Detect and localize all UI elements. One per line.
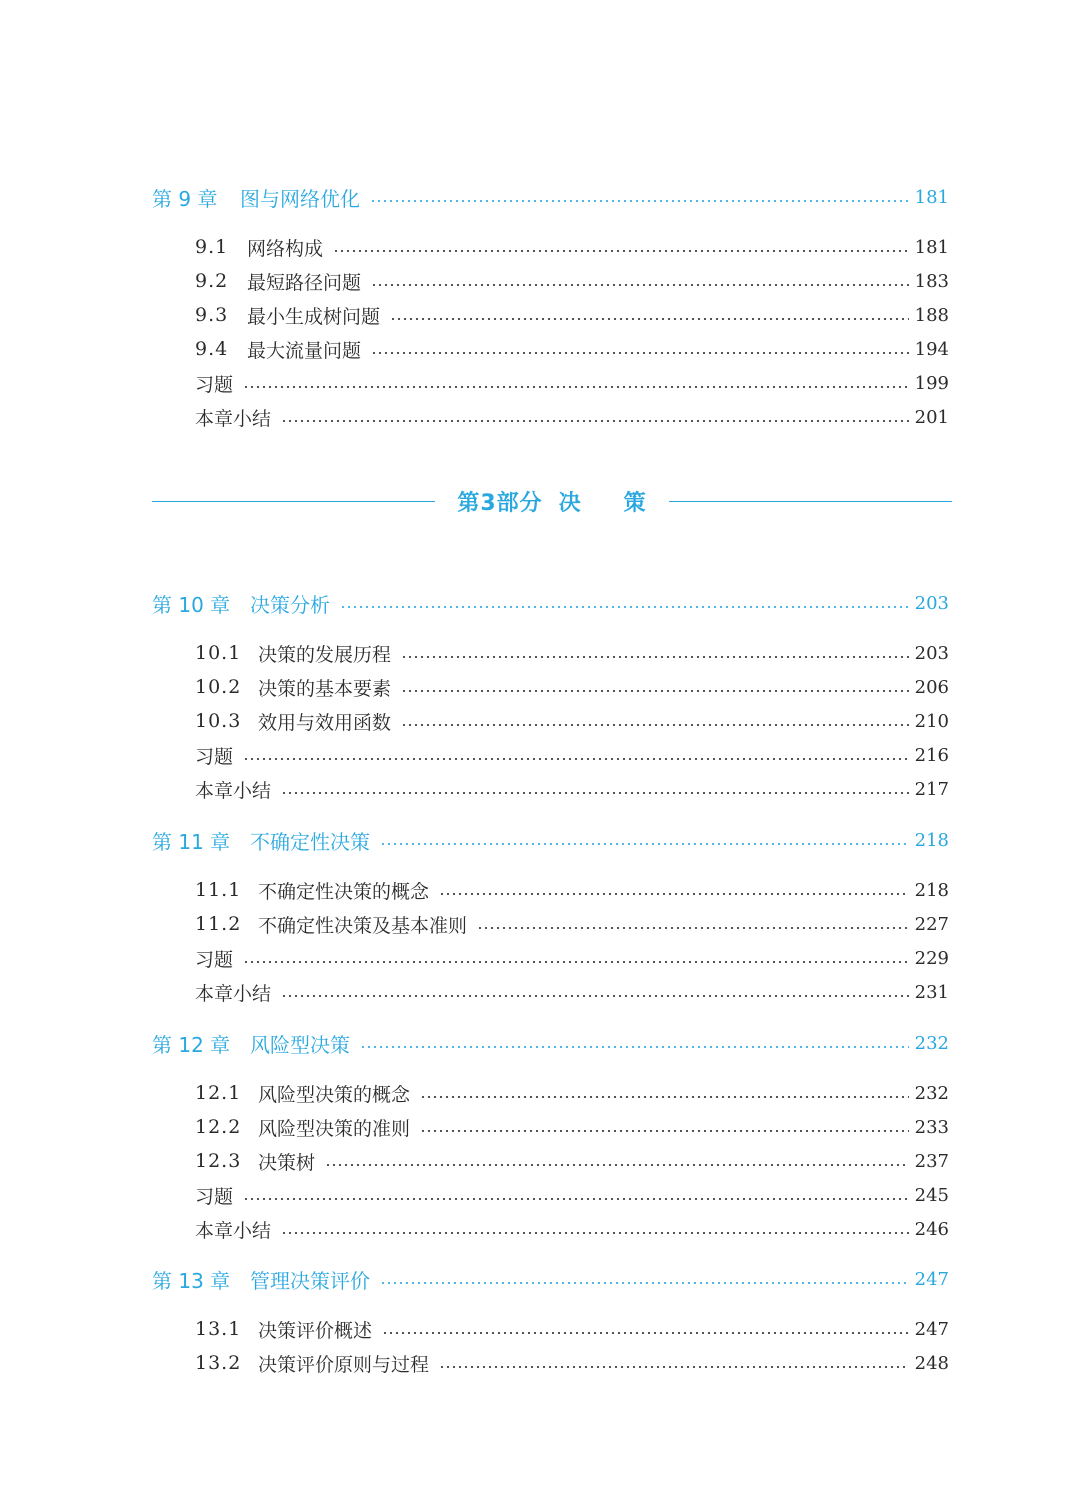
summary-entry[interactable] <box>195 1214 949 1244</box>
page-number: 210 <box>914 710 949 732</box>
section-number: 9.2 <box>195 270 229 292</box>
section-entry[interactable] <box>195 875 949 905</box>
section-entry[interactable] <box>195 334 949 364</box>
section-number: 11.2 <box>195 913 242 935</box>
summary-entry[interactable] <box>195 402 949 432</box>
section-title: 最短路径问题 <box>247 271 362 294</box>
section-number: 9.4 <box>195 338 229 360</box>
section-entry[interactable] <box>195 1112 949 1142</box>
page-number: 248 <box>914 1352 949 1374</box>
chapter-number: 第 11 章 <box>152 829 231 854</box>
section-title: 本章小结 <box>195 1219 272 1242</box>
part-title: 第3部分 决 策 <box>457 490 647 516</box>
chapter-12-entry[interactable] <box>152 1028 949 1058</box>
page-number: 237 <box>914 1150 949 1172</box>
chapter-number: 第 10 章 <box>152 592 231 617</box>
section-entry[interactable] <box>195 300 949 330</box>
dot-leader <box>401 656 909 658</box>
page-number: 188 <box>914 304 949 326</box>
page-number: 218 <box>914 829 949 851</box>
dot-leader <box>360 1046 909 1048</box>
page-number: 181 <box>914 186 949 208</box>
dot-leader <box>401 690 909 692</box>
section-title: 决策评价原则与过程 <box>258 1353 430 1376</box>
page-number: 227 <box>914 913 949 935</box>
section-title: 最小生成树问题 <box>247 305 381 328</box>
section-title: 效用与效用函数 <box>258 711 392 734</box>
chapter-number: 第 12 章 <box>152 1032 231 1057</box>
section-entry[interactable] <box>195 638 949 668</box>
section-title: 风险型决策的概念 <box>258 1083 411 1106</box>
section-number: 10.1 <box>195 642 242 664</box>
page-number: 203 <box>914 592 949 614</box>
section-title: 决策树 <box>258 1151 316 1174</box>
page-number: 201 <box>914 406 949 428</box>
section-entry[interactable] <box>195 1146 949 1176</box>
section-number: 12.2 <box>195 1116 242 1138</box>
section-number: 13.2 <box>195 1352 242 1374</box>
section-number: 12.1 <box>195 1082 242 1104</box>
page-number: 217 <box>914 778 949 800</box>
section-number: 9.3 <box>195 304 229 326</box>
dot-leader <box>281 995 909 997</box>
dot-leader <box>370 200 909 202</box>
chapter-title: 决策分析 <box>250 592 330 617</box>
chapter-title: 不确定性决策 <box>250 829 370 854</box>
section-number: 9.1 <box>195 236 229 258</box>
section-number: 10.3 <box>195 710 242 732</box>
dot-leader <box>420 1096 909 1098</box>
page-number: 247 <box>914 1318 949 1340</box>
dot-leader <box>371 352 909 354</box>
chapter-10-entry[interactable] <box>152 588 949 618</box>
section-title: 本章小结 <box>195 407 272 430</box>
dot-leader <box>401 724 909 726</box>
page-number: 183 <box>914 270 949 292</box>
section-entry[interactable] <box>195 1348 949 1378</box>
section-number: 12.3 <box>195 1150 242 1172</box>
section-title: 最大流量问题 <box>247 339 362 362</box>
page-number: 233 <box>914 1116 949 1138</box>
section-entry[interactable] <box>195 232 949 262</box>
page-number: 232 <box>914 1082 949 1104</box>
chapter-title: 图与网络优化 <box>240 186 360 211</box>
part-heading <box>152 484 952 518</box>
section-title: 决策的发展历程 <box>258 643 392 666</box>
chapter-11-entry[interactable] <box>152 825 949 855</box>
dot-leader <box>420 1130 909 1132</box>
exercises-entry[interactable] <box>195 943 949 973</box>
dot-leader <box>477 927 909 929</box>
summary-entry[interactable] <box>195 774 949 804</box>
dot-leader <box>281 420 909 422</box>
divider <box>669 501 952 502</box>
section-entry[interactable] <box>195 1314 949 1344</box>
dot-leader <box>439 1366 909 1368</box>
section-title: 习题 <box>195 948 234 971</box>
dot-leader <box>382 1332 909 1334</box>
section-number: 10.2 <box>195 676 242 698</box>
section-number: 13.1 <box>195 1318 242 1340</box>
dot-leader <box>243 758 909 760</box>
dot-leader <box>380 843 909 845</box>
page-number: 245 <box>914 1184 949 1206</box>
section-title: 网络构成 <box>247 237 324 260</box>
section-entry[interactable] <box>195 706 949 736</box>
dot-leader <box>325 1164 909 1166</box>
divider <box>152 501 435 502</box>
section-title: 决策的基本要素 <box>258 677 392 700</box>
chapter-title: 风险型决策 <box>250 1032 350 1057</box>
dot-leader <box>333 250 909 252</box>
chapter-13-entry[interactable] <box>152 1264 949 1294</box>
dot-leader <box>340 606 909 608</box>
section-entry[interactable] <box>195 672 949 702</box>
page-number: 232 <box>914 1032 949 1054</box>
exercises-entry[interactable] <box>195 740 949 770</box>
dot-leader <box>390 318 909 320</box>
section-title: 习题 <box>195 373 234 396</box>
dot-leader <box>281 792 909 794</box>
dot-leader <box>243 1198 909 1200</box>
dot-leader <box>243 961 909 963</box>
section-number: 11.1 <box>195 879 242 901</box>
page-number: 181 <box>914 236 949 258</box>
chapter-9-entry[interactable] <box>152 182 949 212</box>
section-title: 决策评价概述 <box>258 1319 373 1342</box>
page-number: 199 <box>914 372 949 394</box>
page-number: 206 <box>914 676 949 698</box>
section-title: 不确定性决策的概念 <box>258 880 430 903</box>
page-number: 246 <box>914 1218 949 1240</box>
dot-leader <box>243 386 909 388</box>
section-title: 习题 <box>195 1185 234 1208</box>
section-entry[interactable] <box>195 266 949 296</box>
exercises-entry[interactable] <box>195 368 949 398</box>
page-number: 216 <box>914 744 949 766</box>
page-number: 229 <box>914 947 949 969</box>
section-title: 本章小结 <box>195 779 272 802</box>
section-title: 风险型决策的准则 <box>258 1117 411 1140</box>
dot-leader <box>439 893 909 895</box>
dot-leader <box>371 284 909 286</box>
section-title: 习题 <box>195 745 234 768</box>
page-number: 203 <box>914 642 949 664</box>
chapter-title: 管理决策评价 <box>250 1268 370 1293</box>
section-title: 不确定性决策及基本准则 <box>258 914 468 937</box>
dot-leader <box>380 1282 909 1284</box>
section-entry[interactable] <box>195 909 949 939</box>
chapter-number: 第 13 章 <box>152 1268 231 1293</box>
dot-leader <box>281 1232 909 1234</box>
chapter-number: 第 9 章 <box>152 186 218 211</box>
page-number: 247 <box>914 1268 949 1290</box>
section-title: 本章小结 <box>195 982 272 1005</box>
page-number: 194 <box>914 338 949 360</box>
page-number: 231 <box>914 981 949 1003</box>
exercises-entry[interactable] <box>195 1180 949 1210</box>
summary-entry[interactable] <box>195 977 949 1007</box>
section-entry[interactable] <box>195 1078 949 1108</box>
page-number: 218 <box>914 879 949 901</box>
